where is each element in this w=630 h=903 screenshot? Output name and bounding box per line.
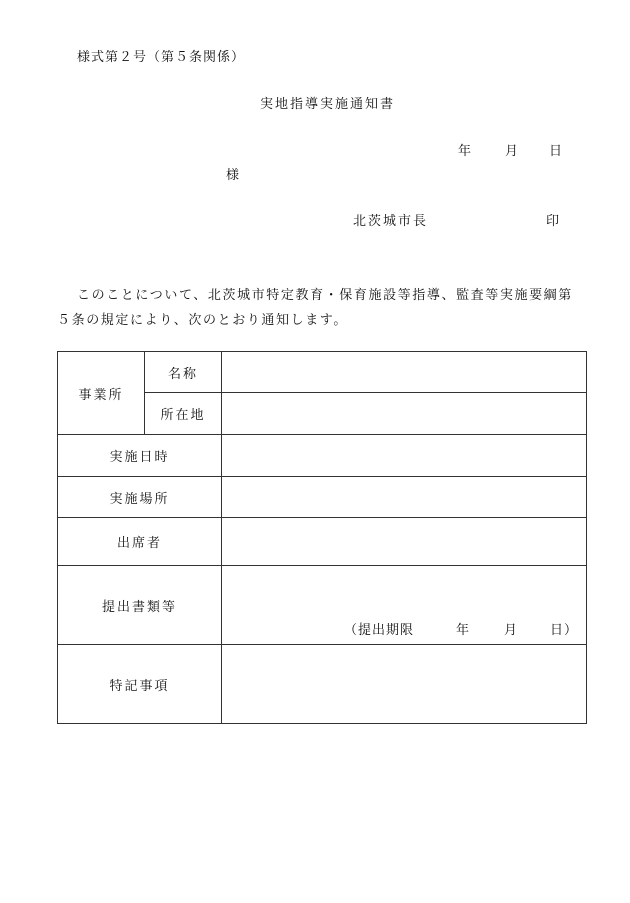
document-title: 実地指導実施通知書 <box>260 97 396 112</box>
deadline-year: 年 <box>455 623 470 638</box>
info-table <box>57 351 587 724</box>
location-label: 実施場所 <box>58 477 222 518</box>
date-day-label: 日 <box>549 144 564 159</box>
datetime-value-cell[interactable] <box>222 435 587 477</box>
name-label: 名称 <box>145 352 222 393</box>
form-number: 様式第２号（第５条関係） <box>77 50 246 65</box>
table-row-datetime <box>58 435 587 477</box>
table-row-documents <box>58 566 587 645</box>
table-row-special-notes <box>58 645 587 724</box>
body-text: このことについて、北茨城市特定教育・保育施設等指導、監査等実施要綱第５条の規定により、次のとおり通知します。 <box>57 288 573 328</box>
submission-deadline <box>344 619 578 638</box>
deadline-prefix: （提出期限 <box>343 623 414 638</box>
deadline-day: 日） <box>549 623 578 638</box>
date-year-label: 年 <box>458 144 473 159</box>
table-row-attendees <box>58 518 587 566</box>
datetime-label: 実施日時 <box>58 435 222 477</box>
table-row-office-name <box>58 352 587 393</box>
date-month-label: 月 <box>505 144 520 159</box>
address-value-cell[interactable] <box>222 393 587 435</box>
documents-label: 提出書類等 <box>58 566 222 645</box>
addressee-honorific: 様 <box>226 168 241 183</box>
attendees-label: 出席者 <box>58 518 222 566</box>
location-value-cell[interactable] <box>222 477 587 518</box>
deadline-month: 月 <box>503 623 518 638</box>
office-label: 事業所 <box>58 352 145 435</box>
attendees-value-cell[interactable] <box>222 518 587 566</box>
sender-name: 北茨城市長 <box>353 214 429 229</box>
documents-value-cell[interactable] <box>222 566 587 645</box>
special-notes-label: 特記事項 <box>58 645 222 724</box>
special-notes-value-cell[interactable] <box>222 645 587 724</box>
name-value-cell[interactable] <box>222 352 587 393</box>
seal-mark: 印 <box>546 214 561 229</box>
address-label: 所在地 <box>145 393 222 435</box>
table-row-location <box>58 477 587 518</box>
